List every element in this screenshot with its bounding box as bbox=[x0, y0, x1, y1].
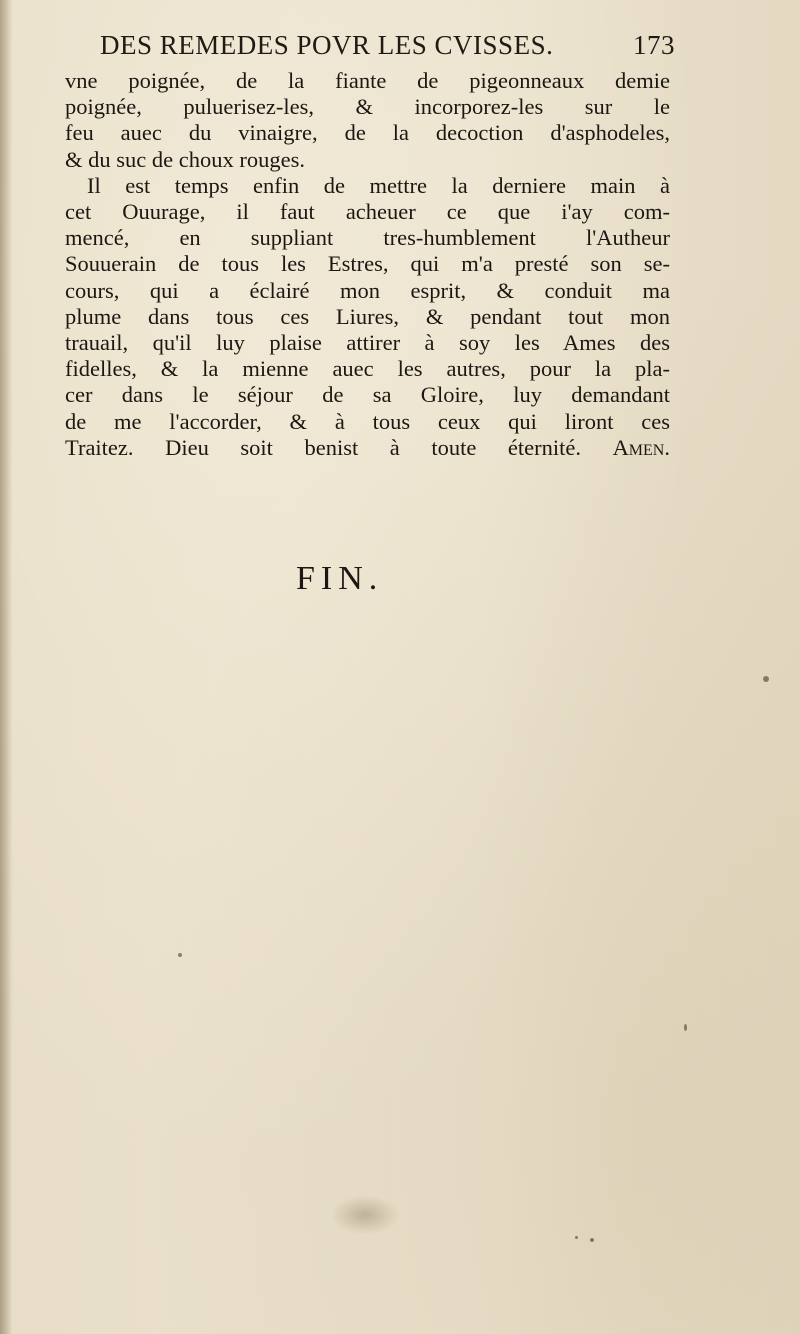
text-line: vne poignée, de la fiante de pigeonneaux demie bbox=[65, 68, 670, 93]
text-line: cer dans le séjour de sa Gloire, luy demandant bbox=[65, 382, 670, 408]
paper-speck bbox=[684, 1024, 687, 1031]
page-number: 173 bbox=[633, 30, 675, 60]
text-line: cet Ouurage, il faut acheuer ce que i'ay com- bbox=[65, 199, 670, 225]
paragraph-start-line: Il est temps enfin de mettre la derniere main à bbox=[87, 172, 670, 198]
final-text-line bbox=[65, 435, 670, 461]
text-line: mencé, en suppliant tres-humblement l'Autheur bbox=[65, 225, 670, 251]
text-line: poignée, puluerisez-les, & incorporez-les sur le bbox=[65, 94, 670, 120]
running-title: DES REMEDES POVR LES CVISSES. bbox=[100, 30, 554, 60]
text-line: trauail, qu'il luy plaise attirer à soy les Ames des bbox=[65, 330, 670, 356]
running-head bbox=[100, 30, 675, 61]
text-line: plume dans tous ces Liures, & pendant tout mon bbox=[65, 303, 670, 329]
paper-speck bbox=[178, 953, 182, 957]
final-sentence: Traitez. Dieu soit benist à toute éternité. bbox=[65, 434, 581, 460]
paper-speck bbox=[575, 1236, 578, 1239]
text-line: fidelles, & la mienne auec les autres, pour la pla- bbox=[65, 356, 670, 382]
page-gutter-shadow bbox=[0, 0, 12, 1334]
amen-word: Amen. bbox=[612, 434, 670, 460]
paper-speck bbox=[763, 676, 769, 682]
fin-marker: FIN. bbox=[296, 560, 384, 597]
paper-speck bbox=[590, 1238, 594, 1242]
text-line: feu auec du vinaigre, de la decoction d'asphodeles, bbox=[65, 120, 670, 146]
text-line: cours, qui a éclairé mon esprit, & conduit ma bbox=[65, 277, 670, 303]
body-text bbox=[65, 68, 670, 461]
text-line: & du suc de choux rouges. bbox=[65, 146, 305, 172]
text-line: de me l'accorder, & à tous ceux qui liront ces bbox=[65, 408, 670, 434]
text-line: Souuerain de tous les Estres, qui m'a presté son se- bbox=[65, 251, 670, 277]
paper-stain bbox=[330, 1195, 400, 1235]
